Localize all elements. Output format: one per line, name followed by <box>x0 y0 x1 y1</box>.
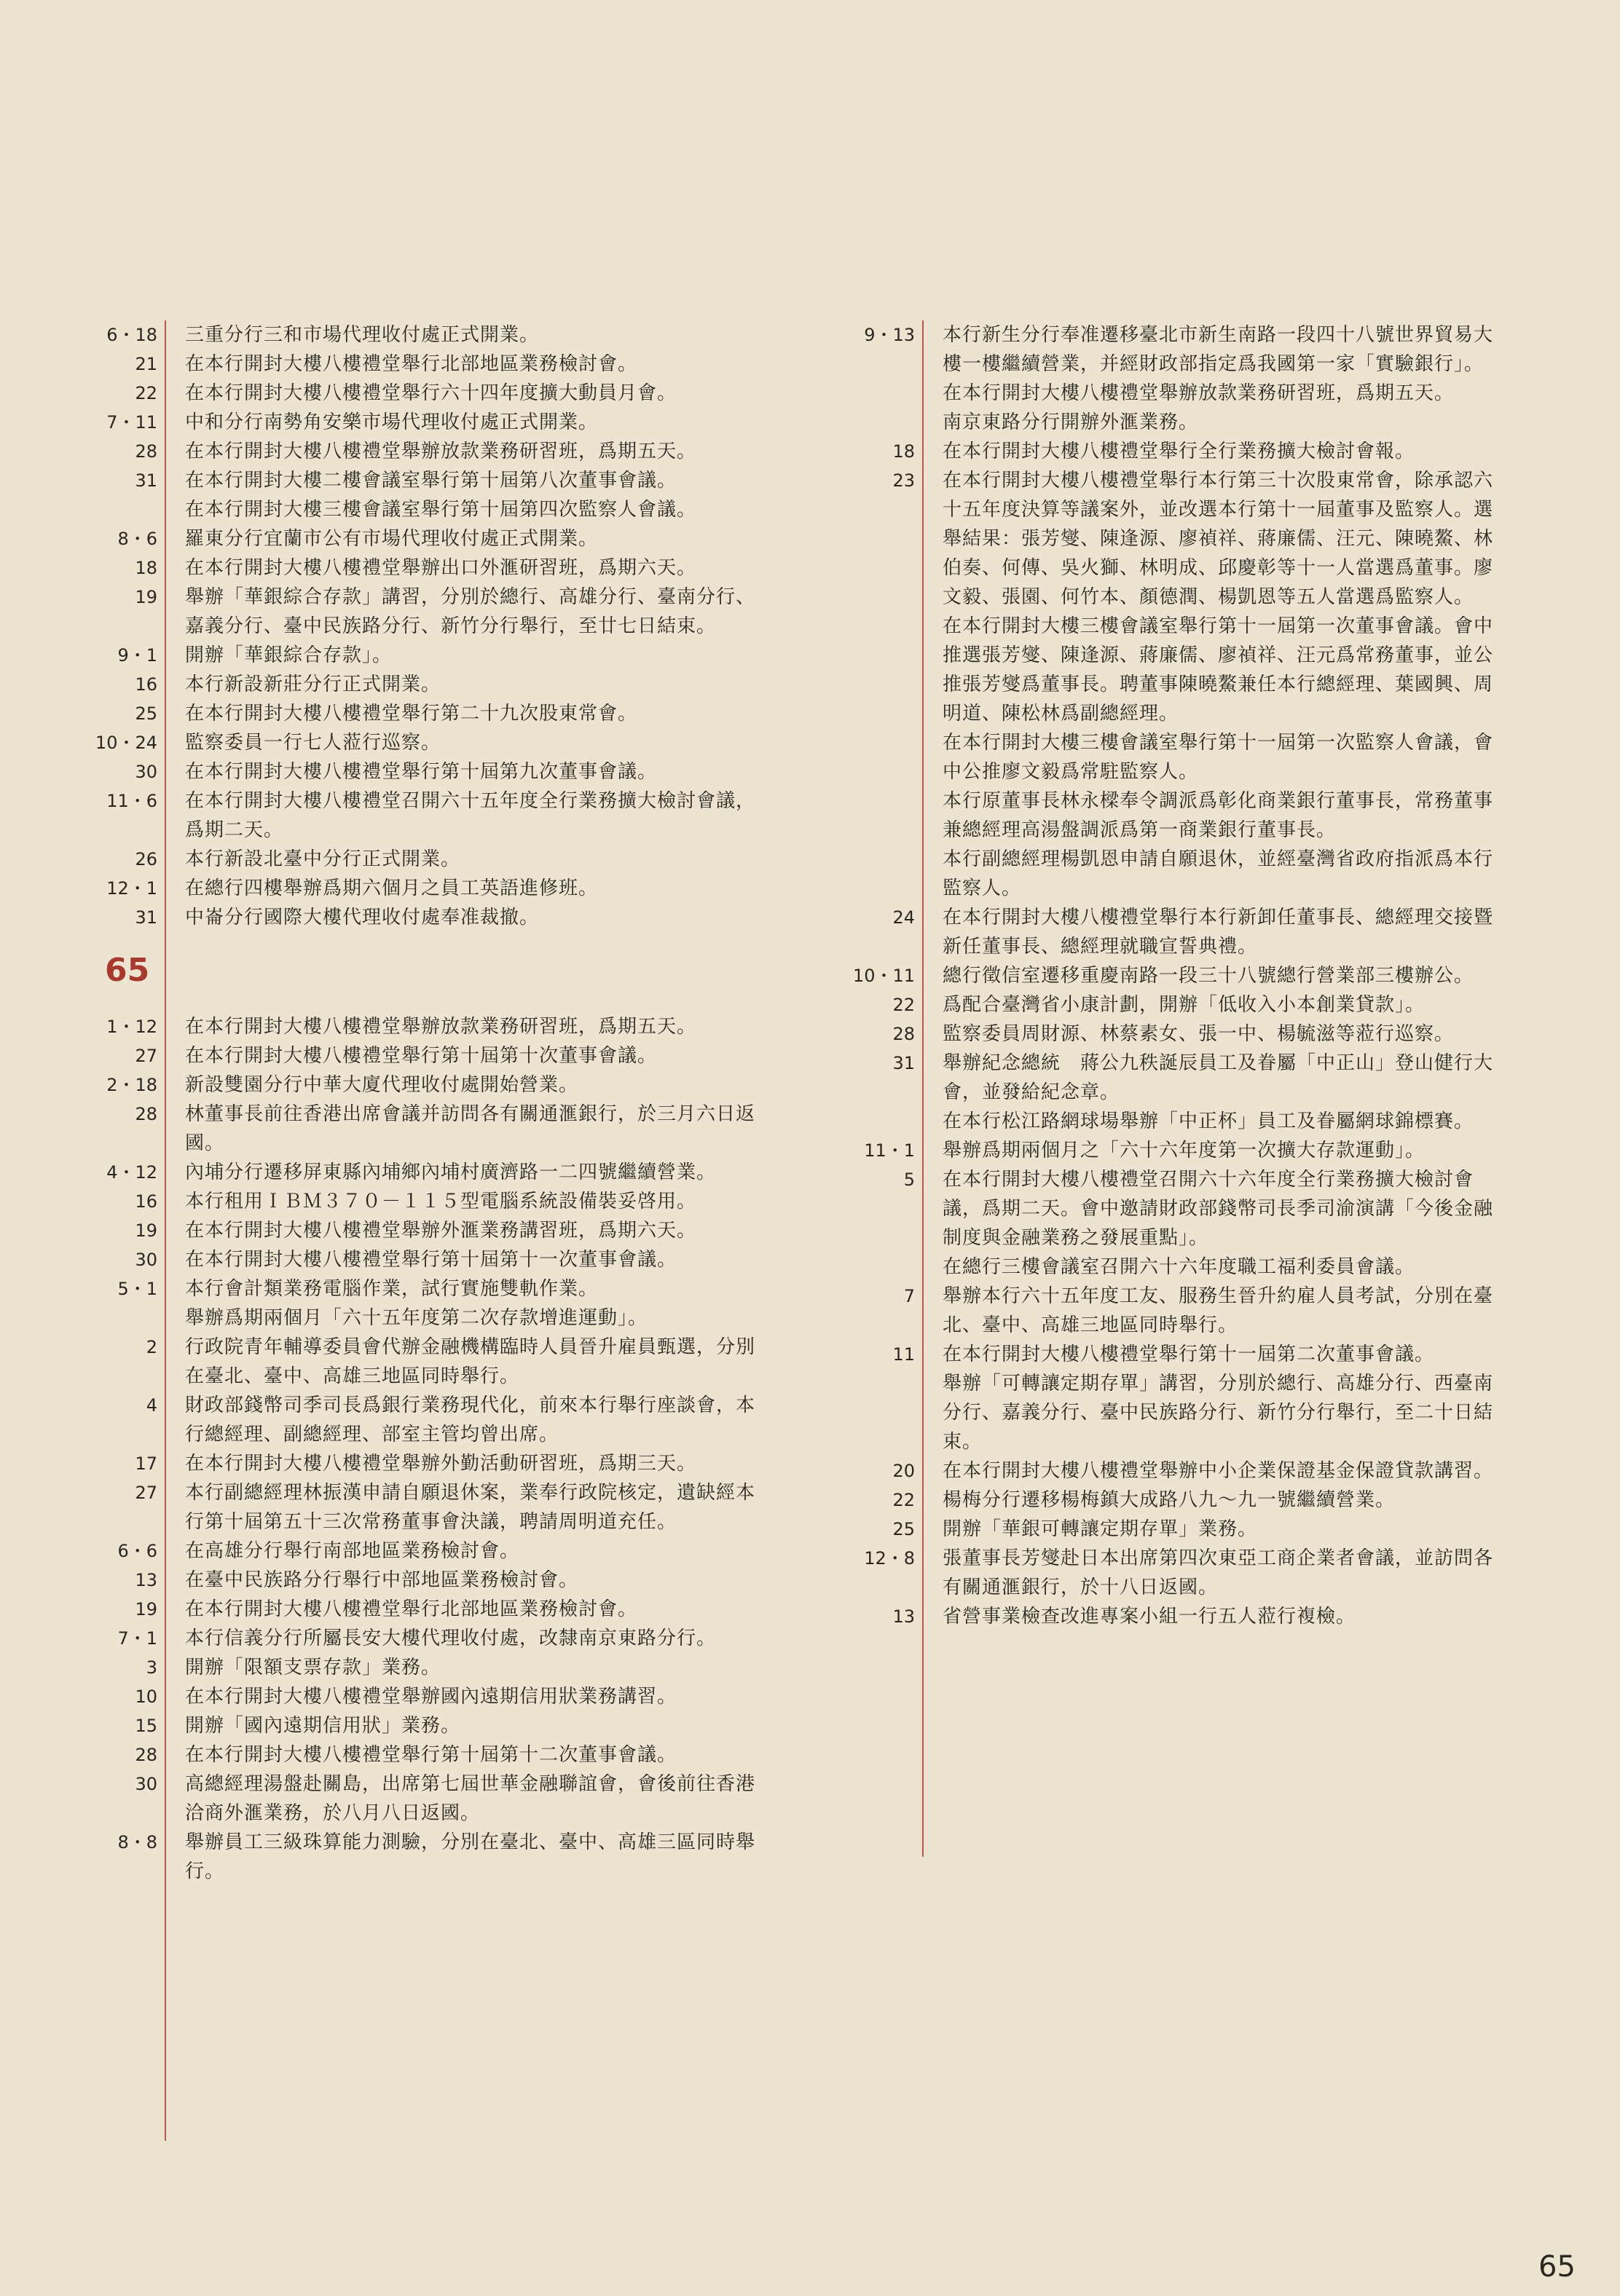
entry-date: 6・18 <box>106 325 157 345</box>
chronology-entry <box>95 524 765 553</box>
entry-text: 開辦「華銀可轉讓定期存單」業務。 <box>943 1518 1258 1540</box>
entry-text: 在本行開封大樓八樓禮堂舉行北部地區業務檢討會。 <box>185 353 638 375</box>
entry-text: 在本行開封大樓八樓禮堂舉行本行第三十次股東常會，除承認六十五年度決算等議案外，並改選本行第十一屆董事及監察人。選舉結果：張芳燮、陳逢源、廖禎祥、蔣廉儒、汪元、陳曉鰲、林伯奏、何傳、吳火獅、林明成、邱慶彰等十一人當選爲董事。廖文毅、張園、何竹本、顏德潤、楊凱恩等五人當選爲監察人。 <box>943 470 1494 608</box>
entry-text: 張董事長芳燮赴日本出席第四次東亞工商企業者會議，並訪問各有關通滙銀行，於十八日返國。 <box>943 1547 1494 1598</box>
entry-date: 15 <box>135 1716 157 1736</box>
entry-text: 在本行開封大樓三樓會議室舉行第十一屆第一次董事會議。會中推選張芳燮、陳逢源、蔣廉儒、廖禎祥、汪元爲常務董事，並公推張芳燮爲董事長。聘董事陳曉鰲兼任本行總經理、葉國興、周明道、陳松林爲副總經理。 <box>943 615 1494 725</box>
entry-text: 在本行開封大樓八樓禮堂舉行本行新卸任董事長、總經理交接暨新任董事長、總經理就職宣誓典禮。 <box>943 907 1494 958</box>
chronology-entry <box>830 728 1501 786</box>
entry-text: 在本行開封大樓八樓禮堂召開六十六年度全行業務擴大檢討會議，爲期二天。會中邀請財政部錢幣司長季司渝演講「今後金融制度與金融業務之發展重點」。 <box>943 1169 1494 1249</box>
chronology-entry <box>95 1187 765 1216</box>
chronology-entry <box>95 1303 765 1333</box>
entry-text: 在本行松江路網球場舉辦「中正杯」員工及眷屬網球錦標賽。 <box>943 1110 1474 1132</box>
chronology-entry <box>95 379 765 408</box>
entry-text: 在本行開封大樓八樓禮堂舉辦放款業務研習班，爲期五天。 <box>943 382 1455 404</box>
entry-date: 21 <box>135 354 157 374</box>
chronology-entry <box>830 1340 1501 1369</box>
entry-text: 楊梅分行遷移楊梅鎮大成路八九～九一號繼續營業。 <box>943 1489 1396 1511</box>
entry-date: 10・11 <box>852 966 915 986</box>
chronology-entry <box>95 583 765 641</box>
entry-date: 23 <box>892 470 915 491</box>
entry-date <box>95 1303 175 1333</box>
entry-date: 27 <box>135 1046 157 1066</box>
entry-date: 27 <box>135 1483 157 1503</box>
chronology-entry <box>830 845 1501 903</box>
entry-date: 24 <box>892 907 915 928</box>
entry-date: 18 <box>892 441 915 462</box>
chronology-entry <box>95 320 765 350</box>
chronology-entry <box>95 466 765 495</box>
chronology-entry <box>830 1544 1501 1602</box>
entry-text: 在本行開封大樓八樓禮堂舉辦國內遠期信用狀業務講習。 <box>185 1686 677 1708</box>
entry-text: 在本行開封大樓八樓禮堂舉行第十屆第十二次董事會議。 <box>185 1744 677 1766</box>
entry-date: 28 <box>135 441 157 462</box>
chronology-entry <box>95 495 765 524</box>
entry-date: 22 <box>892 1490 915 1510</box>
entry-text: 在本行開封大樓八樓禮堂舉辦外勤活動研習班，爲期三天。 <box>185 1453 697 1475</box>
entry-text: 舉辦「華銀綜合存款」講習，分別於總行、高雄分行、臺南分行、嘉義分行、臺中民族路分行、新竹分行舉行，至廿七日結束。 <box>185 586 756 637</box>
entry-date: 10・24 <box>95 733 157 753</box>
chronology-entry <box>95 1391 765 1449</box>
entry-date: 4・12 <box>106 1162 157 1183</box>
entry-text: 在本行開封大樓三樓會議室舉行第十屆第四次監察人會議。 <box>185 499 697 521</box>
chronology-entry <box>830 1369 1501 1456</box>
left-column <box>95 320 765 1886</box>
chronology-entry <box>95 1245 765 1274</box>
entry-date: 9・1 <box>117 645 157 666</box>
chronology-entry <box>95 1158 765 1187</box>
entry-date <box>830 379 932 408</box>
entry-text: 本行會計類業務電腦作業，試行實施雙軌作業。 <box>185 1278 599 1300</box>
entry-date: 18 <box>135 558 157 578</box>
entry-text: 內埔分行遷移屏東縣內埔鄉內埔村廣濟路一二四號繼續營業。 <box>185 1161 717 1183</box>
chronology-entry <box>95 1536 765 1566</box>
entry-text: 在總行四樓舉辦爲期六個月之員工英語進修班。 <box>185 877 599 899</box>
entry-text: 本行新設北臺中分行正式開業。 <box>185 848 461 870</box>
entry-text: 在本行開封大樓八樓禮堂舉行第十一屆第二次董事會議。 <box>943 1344 1435 1365</box>
entry-text: 林董事長前往香港出席會議并訪問各有關通滙銀行，於三月六日返國。 <box>185 1103 756 1154</box>
entry-date: 30 <box>135 1774 157 1794</box>
year-heading: 65 <box>105 952 150 989</box>
chronology-entry <box>95 786 765 845</box>
entry-date: 31 <box>135 470 157 491</box>
entry-date: 17 <box>135 1453 157 1474</box>
entry-date: 9・13 <box>864 325 915 345</box>
entry-text: 在本行開封大樓八樓禮堂舉行第十屆第九次董事會議。 <box>185 761 658 783</box>
entry-text: 南京東路分行開辦外滙業務。 <box>943 411 1199 433</box>
entry-text: 本行信義分行所屬長安大樓代理收付處，改隸南京東路分行。 <box>185 1628 717 1649</box>
entry-text: 在本行開封大樓八樓禮堂舉辦放款業務研習班，爲期五天。 <box>185 441 697 462</box>
entry-date <box>830 408 932 437</box>
chronology-entry <box>95 408 765 437</box>
chronology-entry <box>830 466 1501 612</box>
right-column <box>830 320 1501 1631</box>
entry-date: 1・12 <box>106 1017 157 1037</box>
entry-date: 22 <box>892 995 915 1015</box>
chronology-entry <box>830 990 1501 1019</box>
entry-date: 4 <box>146 1395 157 1416</box>
chronology-entry <box>830 1515 1501 1544</box>
entry-text: 在本行開封大樓八樓禮堂舉辦放款業務研習班，爲期五天。 <box>185 1016 697 1038</box>
entry-date: 11・1 <box>864 1140 915 1161</box>
entry-text: 三重分行三和市場代理收付處正式開業。 <box>185 324 540 346</box>
chronology-entry <box>830 1456 1501 1486</box>
entry-text: 本行副總經理林振漢申請自願退休案，業奉行政院核定，遺缺經本行第十屆第五十三次常務董事會決議，聘請周明道充任。 <box>185 1482 756 1533</box>
chronology-entry <box>95 1100 765 1158</box>
entry-date: 7 <box>903 1286 915 1306</box>
entry-text: 在本行開封大樓八樓禮堂舉行第二十九次股東常會。 <box>185 703 638 725</box>
entry-date: 19 <box>135 587 157 607</box>
page-number: 65 <box>1538 2250 1576 2284</box>
entry-text: 在本行開封大樓二樓會議室舉行第十屆第八次董事會議。 <box>185 470 677 492</box>
chronology-entry <box>95 670 765 699</box>
chronology-entry <box>95 1653 765 1682</box>
chronology-entry <box>95 1740 765 1770</box>
chronology-entry <box>95 1012 765 1041</box>
entry-date: 28 <box>892 1024 915 1044</box>
entry-text: 在本行開封大樓八樓禮堂召開六十五年度全行業務擴大檢討會議，爲期二天。 <box>185 790 756 841</box>
entry-text: 在本行開封大樓八樓禮堂舉辦外滙業務講習班，爲期六天。 <box>185 1220 697 1242</box>
chronology-entry <box>95 874 765 903</box>
entry-text: 省營事業檢查改進專案小組一行五人蒞行複檢。 <box>943 1606 1356 1628</box>
entry-text: 舉辦「可轉讓定期存單」講習，分別於總行、高雄分行、西臺南分行、嘉義分行、臺中民族路分行、新竹分行舉行，至二十日結束。 <box>943 1373 1494 1453</box>
chronology-entry <box>830 1602 1501 1631</box>
entry-date: 2・18 <box>106 1075 157 1095</box>
chronology-entry <box>830 903 1501 961</box>
entry-text: 本行新設新莊分行正式開業。 <box>185 674 441 695</box>
entry-text: 舉辦爲期兩個月之「六十六年度第一次擴大存款運動」。 <box>943 1140 1426 1161</box>
entry-text: 在高雄分行舉行南部地區業務檢討會。 <box>185 1540 520 1562</box>
entry-date: 16 <box>135 674 157 695</box>
entry-date: 28 <box>135 1104 157 1124</box>
entry-date <box>95 495 175 524</box>
chronology-entry <box>95 437 765 466</box>
entry-text: 舉辦爲期兩個月「六十五年度第二次存款增進運動」。 <box>185 1307 648 1329</box>
entry-date: 13 <box>135 1570 157 1590</box>
chronology-entry <box>830 1019 1501 1049</box>
entry-text: 開辦「國內遠期信用狀」業務。 <box>185 1715 461 1737</box>
entry-text: 監察委員一行七人蒞行巡察。 <box>185 732 441 754</box>
entry-date <box>830 1107 932 1136</box>
entry-date: 25 <box>892 1519 915 1539</box>
chronology-entry <box>95 757 765 786</box>
entry-date: 22 <box>135 383 157 403</box>
column-divider-rule <box>922 320 924 1857</box>
entry-date: 6・6 <box>117 1541 157 1561</box>
entry-text: 在本行開封大樓八樓禮堂舉行第十屆第十一次董事會議。 <box>185 1249 677 1271</box>
entry-date: 7・1 <box>117 1628 157 1649</box>
chronology-entry <box>95 1216 765 1245</box>
chronology-entry <box>95 1828 765 1886</box>
entry-date: 16 <box>135 1191 157 1212</box>
entry-text: 本行副總經理楊凱恩申請自願退休，並經臺灣省政府指派爲本行監察人。 <box>943 848 1494 899</box>
entry-text: 開辦「華銀綜合存款」。 <box>185 644 393 666</box>
entry-text: 舉辦紀念總統 蔣公九秩誕辰員工及眷屬「中正山」登山健行大會，並發給紀念章。 <box>943 1052 1494 1103</box>
chronology-entry <box>95 1595 765 1624</box>
chronology-entry <box>95 1682 765 1711</box>
entry-date: 30 <box>135 1250 157 1270</box>
entry-date: 19 <box>135 1220 157 1241</box>
chronology-entry <box>95 1566 765 1595</box>
entry-text: 在本行開封大樓八樓禮堂舉辦出口外滙研習班，爲期六天。 <box>185 557 697 579</box>
entry-date: 7・11 <box>106 412 157 433</box>
chronology-entry <box>95 350 765 379</box>
entry-text: 在本行開封大樓八樓禮堂舉行全行業務擴大檢討會報。 <box>943 441 1415 462</box>
chronology-entry <box>830 1136 1501 1165</box>
chronology-entry <box>830 379 1501 408</box>
entry-text: 舉辦員工三級珠算能力測驗，分別在臺北、臺中、高雄三區同時舉行。 <box>185 1831 756 1882</box>
entry-text: 財政部錢幣司季司長爲銀行業務現代化，前來本行舉行座談會，本行總經理、副總經理、部室主管均曾出席。 <box>185 1394 756 1445</box>
entry-text: 在本行開封大樓八樓禮堂舉行第十屆第十次董事會議。 <box>185 1045 658 1067</box>
entry-text: 在臺中民族路分行舉行中部地區業務檢討會。 <box>185 1569 579 1591</box>
chronology-entry <box>830 961 1501 990</box>
chronology-entry <box>830 786 1501 845</box>
entry-date: 20 <box>892 1461 915 1481</box>
entry-text: 總行徵信室遷移重慶南路一段三十八號總行營業部三樓辦公。 <box>943 965 1474 987</box>
entry-date: 10 <box>135 1687 157 1707</box>
chronology-entry <box>95 1711 765 1740</box>
chronology-entry <box>830 1049 1501 1107</box>
entry-text: 新設雙園分行中華大廈代理收付處開始營業。 <box>185 1074 579 1096</box>
entry-date <box>830 1369 932 1456</box>
entry-date: 3 <box>146 1657 157 1678</box>
entry-text: 在本行開封大樓八樓禮堂舉辦中小企業保證基金保證貸款講習。 <box>943 1460 1494 1482</box>
entry-date: 12・1 <box>106 878 157 899</box>
entry-date: 30 <box>135 762 157 782</box>
chronology-list-first <box>95 320 765 932</box>
chronology-entry <box>830 320 1501 379</box>
entry-date: 2 <box>146 1337 157 1357</box>
entry-date: 5 <box>903 1169 915 1190</box>
chronology-entry <box>95 553 765 583</box>
chronology-entry <box>95 1449 765 1478</box>
entry-date: 13 <box>892 1606 915 1627</box>
entry-text: 在本行開封大樓三樓會議室舉行第十一屆第一次監察人會議，會中公推廖文毅爲常駐監察人。 <box>943 732 1494 783</box>
entry-date: 31 <box>135 907 157 928</box>
entry-date <box>830 612 932 728</box>
entry-date: 8・6 <box>117 529 157 549</box>
entry-text: 行政院青年輔導委員會代辦金融機構臨時人員晉升雇員甄選，分別在臺北、臺中、高雄三地區同時舉行。 <box>185 1336 756 1387</box>
entry-date: 12・8 <box>864 1548 915 1569</box>
chronology-entry <box>95 728 765 757</box>
entry-date: 26 <box>135 849 157 869</box>
chronology-entry <box>830 1107 1501 1136</box>
entry-date: 19 <box>135 1599 157 1620</box>
entry-date: 8・8 <box>117 1832 157 1853</box>
chronology-entry <box>95 1478 765 1536</box>
entry-text: 爲配合臺灣省小康計劃，開辦「低收入小本創業貸款」。 <box>943 994 1426 1016</box>
chronology-entry <box>95 845 765 874</box>
chronology-list-right <box>830 320 1501 1631</box>
entry-date <box>830 728 932 786</box>
entry-text: 中崙分行國際大樓代理收付處奉准裁撤。 <box>185 907 540 928</box>
chronology-entry <box>95 641 765 670</box>
chronology-list-second <box>95 1012 765 1886</box>
entry-text: 舉辦本行六十五年度工友、服務生晉升約雇人員考試，分別在臺北、臺中、高雄三地區同時舉行。 <box>943 1285 1494 1336</box>
entry-text: 本行租用ＩＢＭ３７０－１１５型電腦系統設備裝妥啓用。 <box>185 1191 697 1212</box>
chronology-entry <box>830 437 1501 466</box>
entry-text: 在總行三樓會議室召開六十六年度職工福利委員會議。 <box>943 1256 1415 1278</box>
chronology-entry <box>95 1041 765 1070</box>
chronology-entry <box>95 1070 765 1100</box>
entry-date: 5・1 <box>117 1279 157 1299</box>
entry-text: 在本行開封大樓八樓禮堂舉行六十四年度擴大動員月會。 <box>185 382 677 404</box>
entry-date: 25 <box>135 703 157 724</box>
entry-date <box>830 1252 932 1282</box>
chronology-entry <box>830 1252 1501 1282</box>
chronology-entry <box>830 1165 1501 1252</box>
entry-date: 31 <box>892 1053 915 1073</box>
chronology-entry <box>95 1770 765 1828</box>
chronology-entry <box>95 699 765 728</box>
entry-text: 開辦「限額支票存款」業務。 <box>185 1657 441 1678</box>
entry-text: 本行新生分行奉准遷移臺北市新生南路一段四十八號世界貿易大樓一樓繼續營業，并經財政部指定爲我國第一家「實驗銀行」。 <box>943 324 1494 375</box>
entry-date: 28 <box>135 1745 157 1765</box>
entry-text: 羅東分行宜蘭市公有市場代理收付處正式開業。 <box>185 528 599 550</box>
entry-text: 本行原董事長林永樑奉令調派爲彰化商業銀行董事長，常務董事兼總經理高湯盤調派爲第一商業銀行董事長。 <box>943 790 1494 841</box>
entry-date <box>830 786 932 845</box>
chronology-entry <box>95 903 765 932</box>
chronology-entry <box>830 1486 1501 1515</box>
entry-date <box>830 845 932 903</box>
chronology-entry <box>95 1624 765 1653</box>
entry-text: 高總經理湯盤赴關島，出席第七屆世華金融聯誼會，會後前往香港洽商外滙業務，於八月八日返國。 <box>185 1773 756 1824</box>
chronology-entry <box>830 1282 1501 1340</box>
entry-date: 11・6 <box>106 791 157 811</box>
column-divider-rule <box>165 320 166 2141</box>
entry-text: 監察委員周財源、林蔡素女、張一中、楊毓滋等蒞行巡察。 <box>943 1023 1455 1045</box>
chronology-entry <box>95 1274 765 1303</box>
chronology-entry <box>830 612 1501 728</box>
entry-text: 在本行開封大樓八樓禮堂舉行北部地區業務檢討會。 <box>185 1598 638 1620</box>
chronology-entry <box>95 1333 765 1391</box>
entry-date: 11 <box>892 1344 915 1365</box>
chronology-entry <box>830 408 1501 437</box>
entry-text: 中和分行南勢角安樂市場代理收付處正式開業。 <box>185 411 599 433</box>
